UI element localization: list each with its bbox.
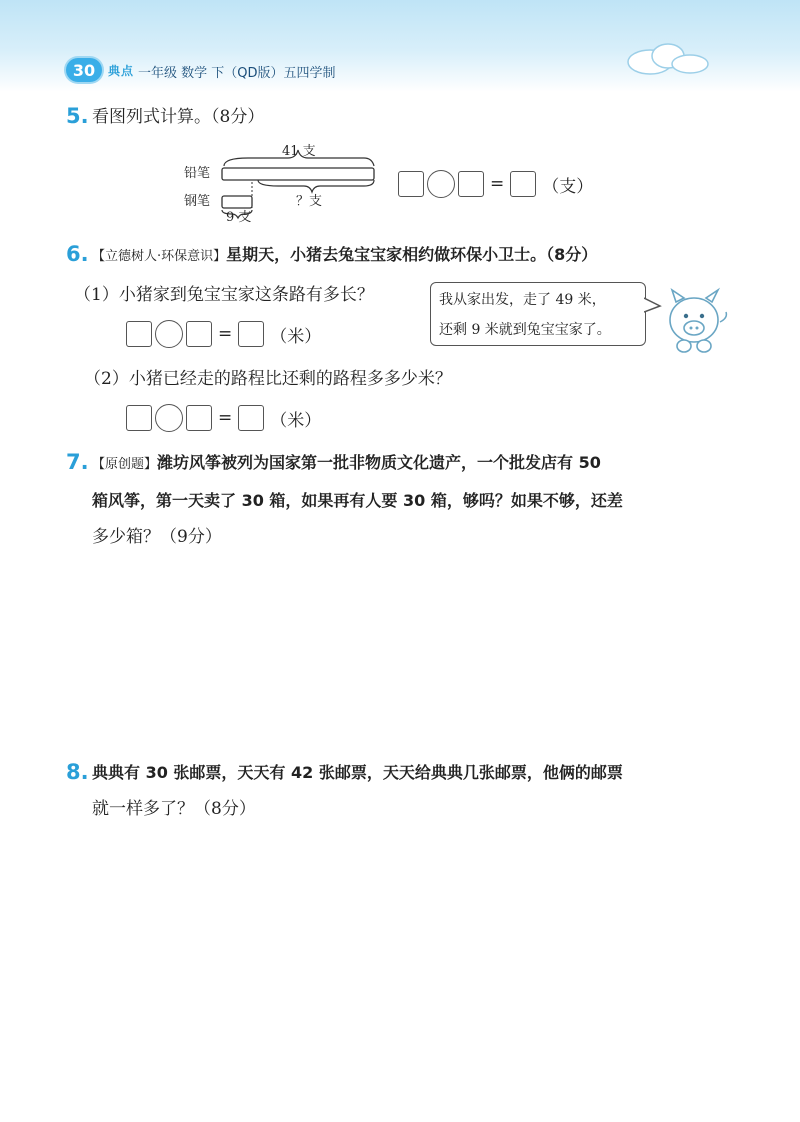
q6-part2-equation xyxy=(126,404,321,432)
bubble-line-1: 我从家出发，走了 49 米， xyxy=(439,292,606,308)
operator-circle[interactable] xyxy=(427,170,455,198)
bubble-line-2: 还剩 9 米就到兔宝宝家了。 xyxy=(439,322,611,338)
question-6-title xyxy=(92,238,597,274)
q5-equation xyxy=(398,170,593,198)
total-label: 41 支 xyxy=(282,144,316,159)
speech-bubble xyxy=(430,282,646,346)
question-8-line-2: 就一样多了？（8分） xyxy=(92,799,256,819)
answer-box[interactable] xyxy=(458,171,484,197)
pen-count-label: 9 支 xyxy=(226,210,252,225)
operator-circle[interactable] xyxy=(155,404,183,432)
q6-part1-equation xyxy=(126,320,321,348)
question-tag: 【原创题】 xyxy=(92,457,158,472)
answer-box[interactable] xyxy=(126,405,152,431)
unit-label: （米） xyxy=(270,410,322,431)
cloud-icon xyxy=(610,36,720,82)
page-number-badge: 30 xyxy=(66,58,102,82)
q6-part2: （2）小猪已经走的路程比还剩的路程多多少米？ xyxy=(84,369,452,389)
unit-label: （米） xyxy=(270,326,322,347)
question-7-line-2: 箱风筝，第一天卖了 30 箱，如果再有人要 30 箱，够吗？如果不够，还差 xyxy=(92,491,623,510)
unknown-label: ？支 xyxy=(296,194,323,209)
equals-sign: = xyxy=(490,174,505,194)
question-text: 星期天，小猪去兔宝宝家相约做环保小卫士。（8分） xyxy=(226,245,598,264)
answer-box[interactable] xyxy=(238,321,264,347)
equals-sign: = xyxy=(218,324,233,344)
book-title: 一年级 数学 下（QD版）五四学制 xyxy=(138,66,336,81)
operator-circle[interactable] xyxy=(155,320,183,348)
equals-sign: = xyxy=(218,408,233,428)
pencil-label: 铅笔 xyxy=(184,166,211,181)
question-text: 潍坊风筝被列为国家第一批非物质文化遗产，一个批发店有 50 xyxy=(157,453,601,472)
question-7-line-1 xyxy=(92,446,601,482)
question-8-line-1: 典典有 30 张邮票，天天有 42 张邮票，天天给典典几张邮票，他俩的邮票 xyxy=(92,763,623,782)
answer-box[interactable] xyxy=(186,405,212,431)
brand-logo: 典点 xyxy=(108,64,135,78)
unit-label: （支） xyxy=(542,176,594,197)
question-number-5: 5. xyxy=(66,104,89,128)
pig-icon xyxy=(654,276,734,358)
question-number-7: 7. xyxy=(66,450,89,474)
answer-box[interactable] xyxy=(126,321,152,347)
answer-box[interactable] xyxy=(510,171,536,197)
answer-box[interactable] xyxy=(186,321,212,347)
question-tag: 【立德树人·环保意识】 xyxy=(92,249,227,264)
q6-part1: （1）小猪家到兔宝宝家这条路有多长？ xyxy=(74,285,374,305)
question-number-8: 8. xyxy=(66,760,89,784)
pen-label: 钢笔 xyxy=(184,194,211,209)
question-5-title: 看图列式计算。（8分） xyxy=(92,107,265,127)
question-number-6: 6. xyxy=(66,242,89,266)
question-7-line-3: 多少箱？（9分） xyxy=(92,527,222,547)
answer-box[interactable] xyxy=(238,405,264,431)
answer-box[interactable] xyxy=(398,171,424,197)
